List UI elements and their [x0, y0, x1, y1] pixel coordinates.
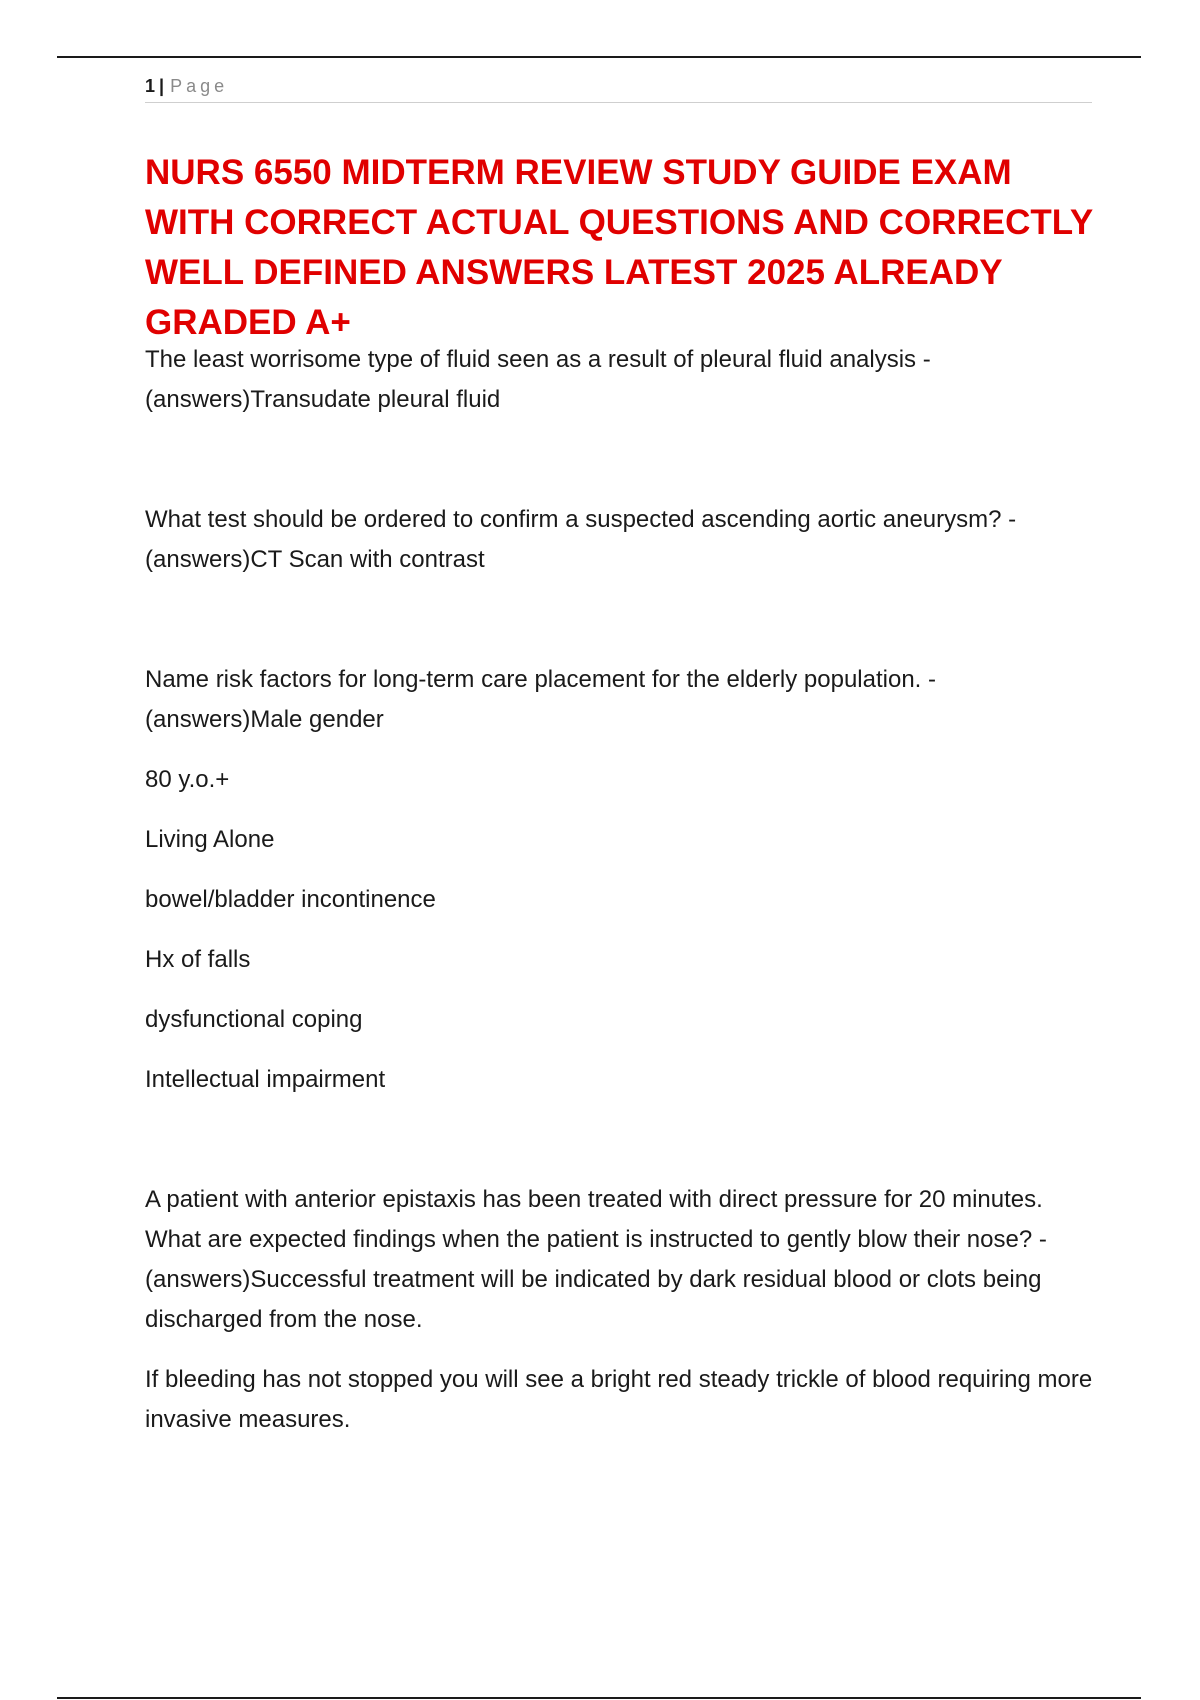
question-4-paragraph: A patient with anterior epistaxis has been treated with direct pressure for 20 minutes. What are expected findings when the patient is instructed to gently blow their nose? - (answers)Successful treatment will be indicated by dark residual blood or clots being discharged from the nose.	[145, 1186, 1047, 1333]
question-3: Name risk factors for long-term care placement for the elderly population. -	[145, 666, 937, 693]
bottom-divider	[57, 1697, 1141, 1699]
answer-2: (answers)CT Scan with contrast	[145, 546, 485, 573]
list-item: dysfunctional coping	[145, 1006, 363, 1033]
list-item: Living Alone	[145, 826, 275, 853]
page-separator: |	[159, 76, 165, 96]
page-header	[145, 74, 1092, 103]
list-item: bowel/bladder incontinence	[145, 886, 436, 913]
document-body	[145, 340, 1095, 1440]
question-4-followup: If bleeding has not stopped you will see a bright red steady trickle of blood requiring more invasive measures.	[145, 1366, 1093, 1433]
document-title: NURS 6550 MIDTERM REVIEW STUDY GUIDE EXAM WITH CORRECT ACTUAL QUESTIONS AND CORRECTLY WELL DEFINED ANSWERS LATEST 2025 ALREADY GRADED A+	[145, 153, 1093, 342]
question-2: What test should be ordered to confirm a suspected ascending aortic aneurysm? -	[145, 506, 1017, 533]
top-divider	[57, 56, 1141, 58]
answer-3: (answers)Male gender	[145, 706, 384, 733]
answer-1: (answers)Transudate pleural fluid	[145, 386, 501, 413]
page-label: Page	[170, 76, 229, 96]
question-1: The least worrisome type of fluid seen as a result of pleural fluid analysis -	[145, 346, 931, 373]
page-number: 1	[145, 76, 156, 96]
list-item: 80 y.o.+	[145, 766, 230, 793]
list-item: Hx of falls	[145, 946, 251, 973]
list-item: Intellectual impairment	[145, 1066, 386, 1093]
